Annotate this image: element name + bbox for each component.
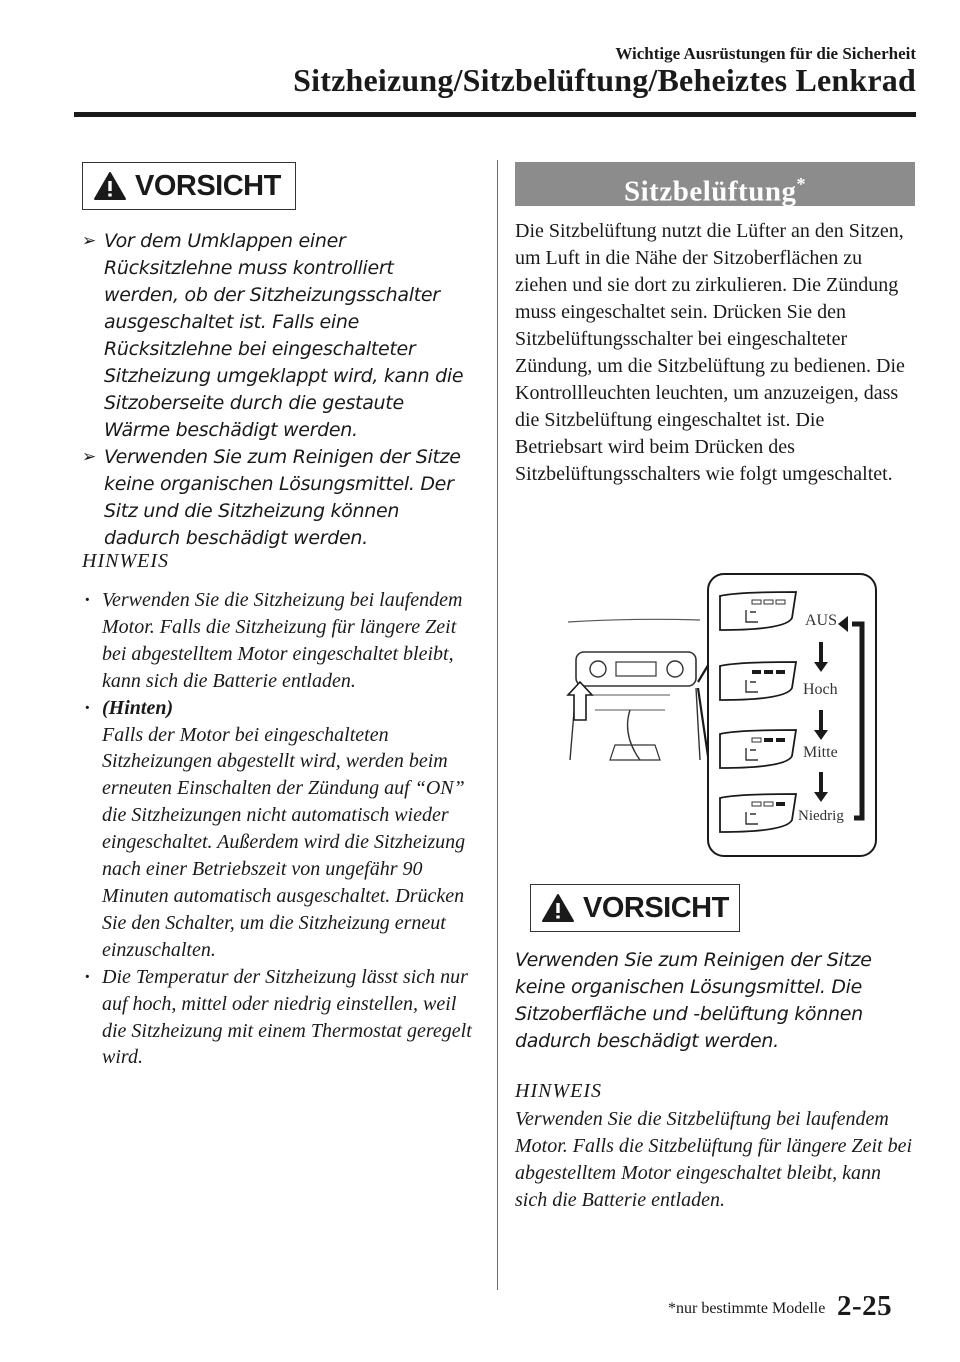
caution-label: VORSICHT xyxy=(135,169,281,202)
page-title: Sitzheizung/Sitzbelüftung/Beheiztes Lenkrad xyxy=(293,62,916,98)
note-item xyxy=(84,587,479,695)
column-divider xyxy=(497,160,498,1290)
note-item-text: Falls der Motor bei eingeschalteten Sitzheizungen abgestellt wird, werden beim erneuten Einschalten der Zündung auf “ON” die Sitzheizungen nicht automatisch wieder eingeschaltet. Außerdem wird die Sitzheizung nach einer Betriebszeit von ungefähr 90 Minuten automatisch ausgeschaltet. Drücken Sie den Schalter, um die Sitzheizung erneut einzuschalten. xyxy=(102,723,466,961)
warning-text: Verwenden Sie zum Reinigen der Sitze keine organischen Lösungsmittel. Die Sitzoberfläche und -belüftung können dadurch beschädigt werden. xyxy=(515,949,872,1052)
chapter-subtitle: Wichtige Ausrüstungen für die Sicherheit xyxy=(615,44,916,63)
mode-label-off: AUS xyxy=(805,612,838,629)
note-heading: HINWEIS xyxy=(515,1080,602,1102)
header-rule xyxy=(74,112,916,117)
section-heading xyxy=(515,162,915,206)
page-number: 2-25 xyxy=(837,1290,893,1322)
warning-list xyxy=(82,228,474,552)
note-item-text: Die Temperatur der Sitzheizung lässt sich nur auf hoch, mittel oder niedrig einstellen, weil die Sitzheizung mit einem Thermostat geregelt wird. xyxy=(102,965,472,1069)
section-title: Sitzbelüftung xyxy=(624,175,797,208)
caution-box xyxy=(530,884,740,932)
note-text: Verwenden Sie die Sitzbelüftung bei laufendem Motor. Falls die Sitzbelüftung für längere Zeit bei abgestelltem Motor eingeschaltet bleibt, kann sich die Batterie entladen. xyxy=(515,1108,913,1211)
ventilation-switch-figure xyxy=(560,570,880,860)
section-body: Die Sitzbelüftung nutzt die Lüfter an den Sitzen, um Luft in die Nähe der Sitzoberflächen zu ziehen und sie dort zu zirkulieren. Die Zündung muss eingeschaltet sein. Drücken Sie den Sitzbelüftungsschalter bei eingeschalteter Zündung, um die Sitzbelüftung zu bedienen. Die Kontrollleuchten leuchten, um anzuzeigen, dass die Sitzbelüftung eingeschaltet ist. Die Betriebsart wird beim Drücken des Sitzbelüftungsschalters wie folgt umgeschaltet. xyxy=(515,220,905,485)
note-heading: HINWEIS xyxy=(82,550,169,572)
note-item-heading: (Hinten) xyxy=(102,696,174,719)
warning-triangle-icon xyxy=(93,171,127,201)
caution-box xyxy=(82,162,296,210)
note-item-text: Verwenden Sie die Sitzheizung bei laufendem Motor. Falls die Sitzheizung für längere Zeit bei abgestelltem Motor eingeschaltet bleibt, kann sich die Batterie entladen. xyxy=(102,589,463,692)
warning-triangle-icon xyxy=(541,893,575,923)
section-title-mark: * xyxy=(796,174,806,194)
note-item xyxy=(84,964,479,1072)
note-list xyxy=(84,587,479,1071)
warning-item: ➢ Vor dem Umklappen einer Rücksitzlehne muss kontrolliert werden, ob der Sitzheizungsschalter ausgeschaltet ist. Falls eine Rücksitzlehne bei eingeschalteter Sitzheizung umgeklappt wird, kann die Sitzoberseite durch die gestaute Wärme beschädigt werden. xyxy=(82,228,474,444)
warning-item: ➢ Verwenden Sie zum Reinigen der Sitze keine organischen Lösungsmittel. Der Sitz und die Sitzheizung können dadurch beschädigt werden. xyxy=(82,444,474,552)
mode-label-low: Niedrig xyxy=(798,808,844,824)
mode-label-medium: Mitte xyxy=(803,744,838,761)
caution-label: VORSICHT xyxy=(583,891,729,924)
footnote: *nur bestimmte Modelle xyxy=(668,1300,826,1317)
mode-label-high: Hoch xyxy=(803,681,838,698)
note-item xyxy=(84,695,479,964)
